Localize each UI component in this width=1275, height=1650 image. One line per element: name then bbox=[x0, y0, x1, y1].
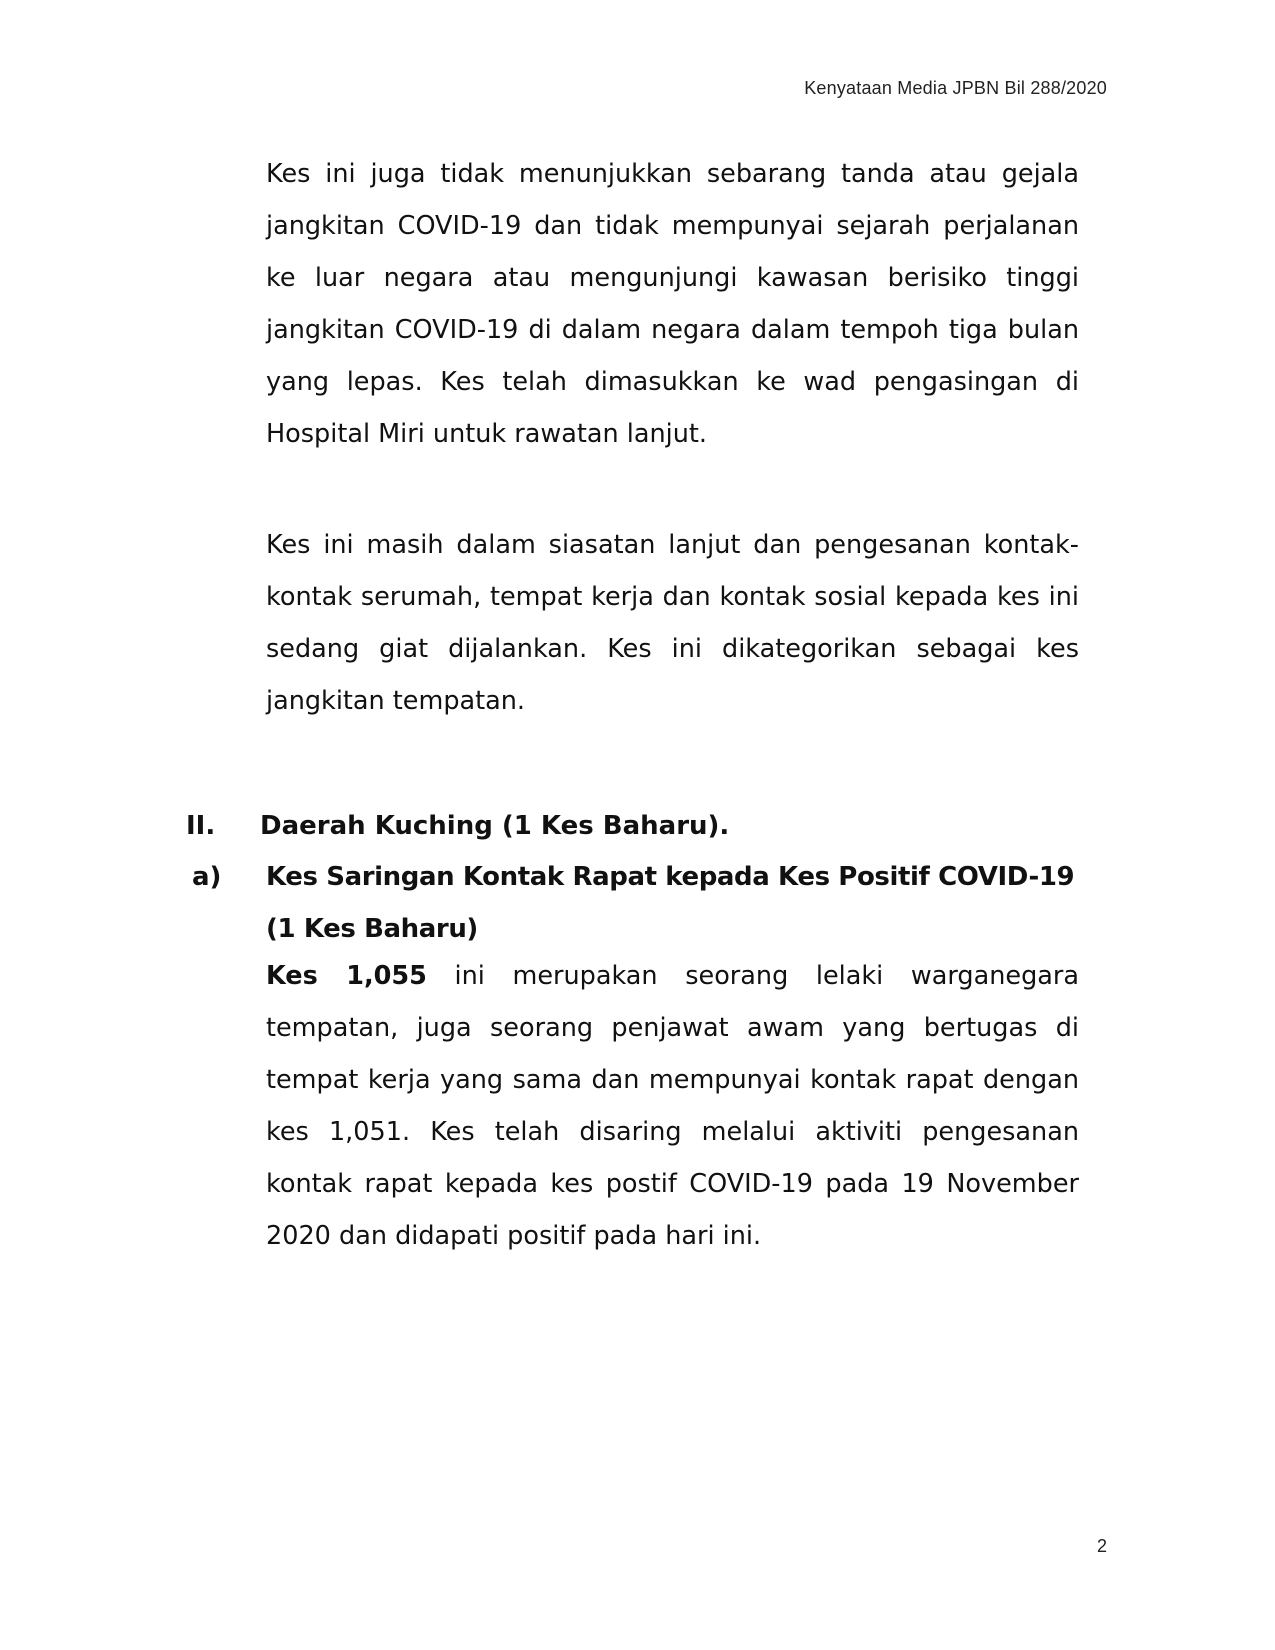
document-reference: Kenyataan Media JPBN Bil 288/2020 bbox=[804, 78, 1107, 98]
paragraph-case-details bbox=[266, 950, 1079, 1262]
subsection-heading bbox=[186, 851, 1079, 955]
subsection-title: Kes Saringan Kontak Rapat kepada Kes Positif COVID-19 (1 Kes Baharu) bbox=[266, 862, 1075, 944]
section-title: Daerah Kuching (1 Kes Baharu). bbox=[260, 811, 730, 841]
paragraph-symptoms: Kes ini juga tidak menunjukkan sebarang tanda atau gejala jangkitan COVID-19 dan tidak mempunyai sejarah perjalanan ke luar negara atau mengunjungi kawasan berisiko tinggi jangkitan COVID-19 di dalam negara dalam tempoh tiga bulan yang lepas. Kes telah dimasukkan ke wad pengasingan di Hospital Miri untuk rawatan lanjut. bbox=[266, 159, 1079, 449]
section-heading bbox=[186, 800, 1086, 852]
paragraph-investigation: Kes ini masih dalam siasatan lanjut dan pengesanan kontak-kontak serumah, tempat kerja dan kontak sosial kepada kes ini sedang giat dijalankan. Kes ini dikategorikan sebagai kes jangkitan tempatan. bbox=[266, 530, 1079, 716]
case-number-lead: Kes 1,055 bbox=[266, 961, 427, 991]
case-details-text: ini merupakan seorang lelaki warganegara tempatan, juga seorang penjawat awam yang bertugas di tempat kerja yang sama dan mempunyai kontak rapat dengan kes 1,051. Kes telah disaring melalui aktiviti pengesanan kontak rapat kepada kes postif COVID-19 pada 19 November 2020 dan didapati positif pada hari ini. bbox=[266, 961, 1079, 1251]
section-number: II. bbox=[186, 811, 216, 841]
page-number: 2 bbox=[1096, 1536, 1107, 1556]
subsection-number: a) bbox=[192, 862, 222, 892]
